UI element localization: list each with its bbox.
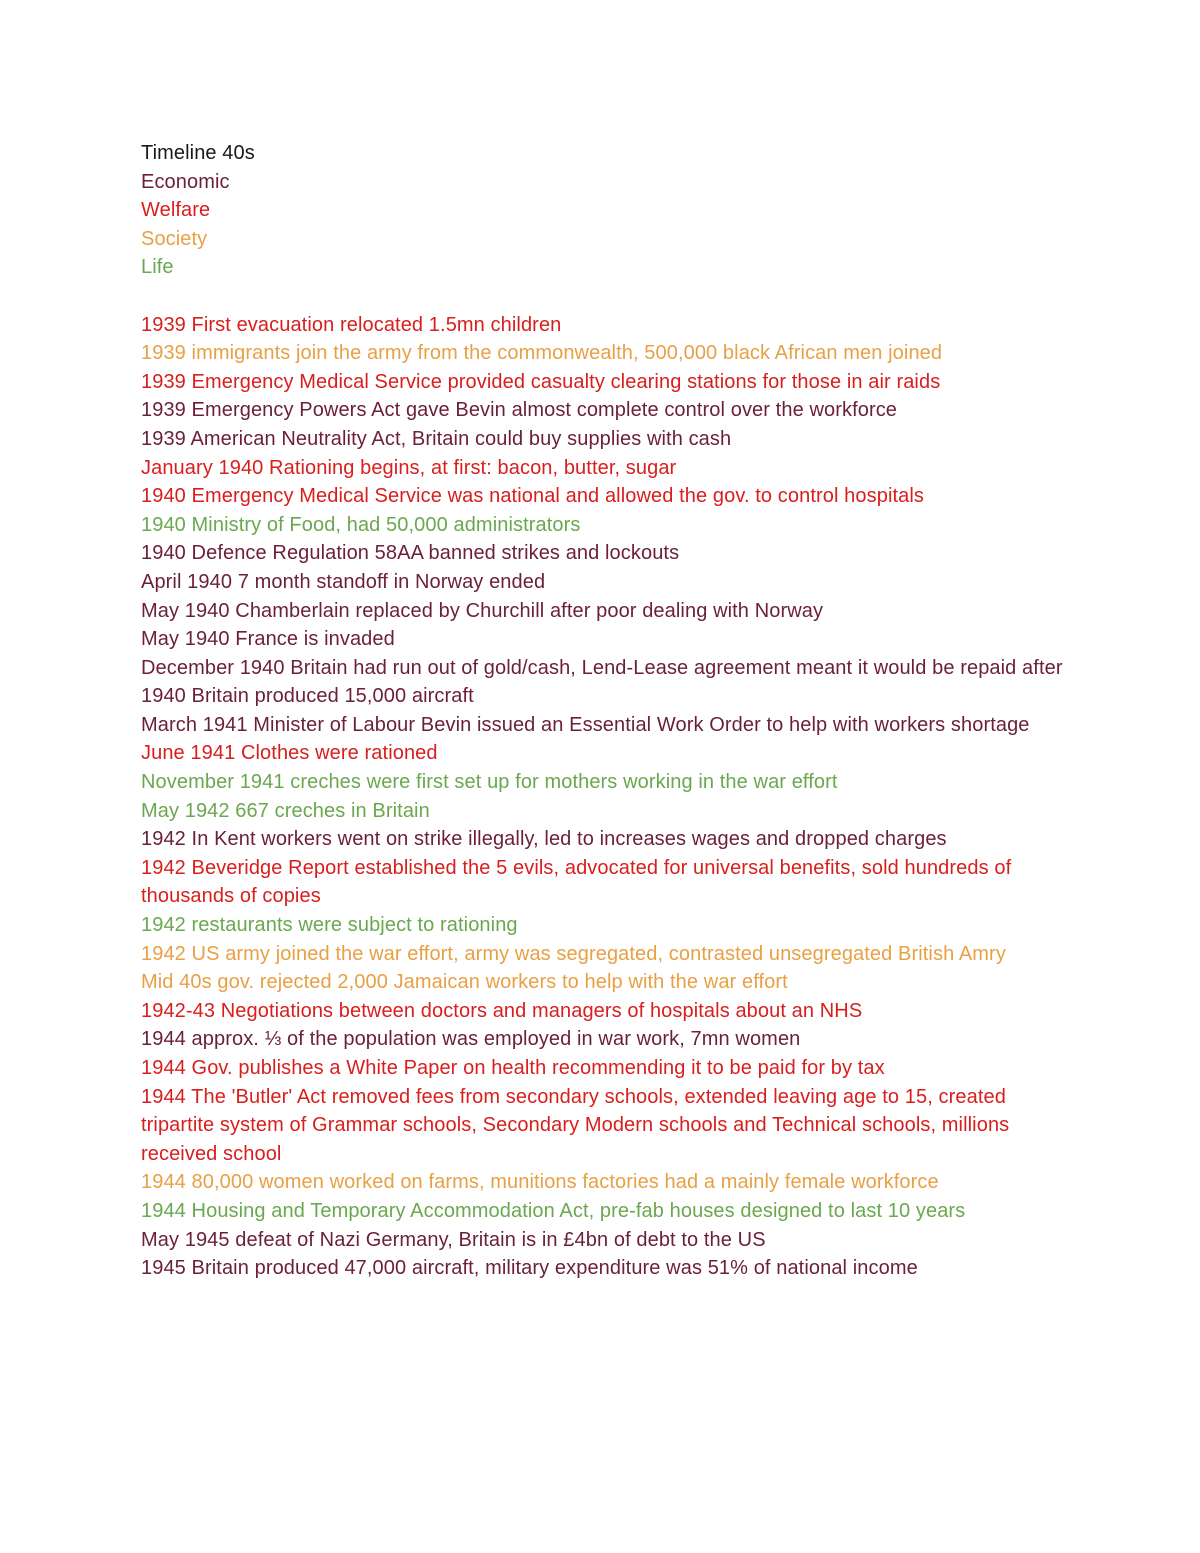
category-legend <box>141 168 1071 282</box>
timeline-event: 1942 Beveridge Report established the 5 evils, advocated for universal benefits, sold hundreds of thousands of copies <box>141 856 1012 908</box>
timeline-event: 1944 Housing and Temporary Accommodation Act, pre-fab houses designed to last 10 years <box>141 1199 966 1222</box>
legend-economic: Economic <box>141 170 230 193</box>
timeline-event: May 1945 defeat of Nazi Germany, Britain is in £4bn of debt to the US <box>141 1228 766 1251</box>
timeline-event: May 1940 Chamberlain replaced by Churchill after poor dealing with Norway <box>141 599 824 622</box>
timeline-event: Mid 40s gov. rejected 2,000 Jamaican workers to help with the war effort <box>141 971 788 994</box>
timeline-event: May 1940 France is invaded <box>141 628 395 651</box>
timeline-event: March 1941 Minister of Labour Bevin issued an Essential Work Order to help with workers shortage <box>141 713 1030 736</box>
timeline-event: 1944 approx. ⅓ of the population was employed in war work, 7mn women <box>141 1028 801 1051</box>
legend-welfare: Welfare <box>141 199 211 222</box>
timeline-event: 1942-43 Negotiations between doctors and managers of hospitals about an NHS <box>141 999 863 1022</box>
timeline-event: 1939 First evacuation relocated 1.5mn children <box>141 313 562 336</box>
timeline-event: 1939 American Neutrality Act, Britain could buy supplies with cash <box>141 427 732 450</box>
blank-line <box>141 282 1071 311</box>
timeline-event-list <box>141 311 1071 1283</box>
timeline-event: 1940 Defence Regulation 58AA banned strikes and lockouts <box>141 542 680 565</box>
legend-society: Society <box>141 227 208 250</box>
timeline-event: 1940 Ministry of Food, had 50,000 administrators <box>141 513 581 536</box>
timeline-event: 1942 restaurants were subject to rationing <box>141 914 518 937</box>
timeline-event: June 1941 Clothes were rationed <box>141 742 438 765</box>
timeline-event: 1939 immigrants join the army from the commonwealth, 500,000 black African men joined <box>141 342 943 365</box>
timeline-event: 1939 Emergency Powers Act gave Bevin almost complete control over the workforce <box>141 399 898 422</box>
timeline-event: November 1941 creches were first set up for mothers working in the war effort <box>141 771 838 794</box>
timeline-event: January 1940 Rationing begins, at first: bacon, butter, sugar <box>141 456 677 479</box>
timeline-event: 1944 Gov. publishes a White Paper on health recommending it to be paid for by tax <box>141 1057 885 1079</box>
timeline-event: 1942 In Kent workers went on strike illegally, led to increases wages and dropped charges <box>141 828 947 851</box>
timeline-event: 1942 US army joined the war effort, army was segregated, contrasted unsegregated British Amry <box>141 942 1006 965</box>
timeline-event: 1944 The 'Butler' Act removed fees from secondary schools, extended leaving age to 15, created tripartite system of Grammar schools, Secondary Modern schools and Technical schools, millions received school <box>141 1085 1010 1165</box>
timeline-event: 1940 Emergency Medical Service was national and allowed the gov. to control hospitals <box>141 485 925 508</box>
timeline-event: April 1940 7 month standoff in Norway ended <box>141 570 546 593</box>
timeline-event: 1945 Britain produced 47,000 aircraft, military expenditure was 51% of national income <box>141 1257 918 1280</box>
timeline-event: 1939 Emergency Medical Service provided casualty clearing stations for those in air raids <box>141 370 941 393</box>
timeline-event: May 1942 667 creches in Britain <box>141 799 430 822</box>
timeline-event: 1940 Britain produced 15,000 aircraft <box>141 685 474 708</box>
timeline-event: December 1940 Britain had run out of gold/cash, Lend-Lease agreement meant it would be repaid after <box>141 656 1063 679</box>
document-page <box>141 139 1071 1283</box>
legend-life: Life <box>141 256 174 279</box>
document-title: Timeline 40s <box>141 142 255 164</box>
timeline-event: 1944 80,000 women worked on farms, munitions factories had a mainly female workforce <box>141 1171 939 1194</box>
